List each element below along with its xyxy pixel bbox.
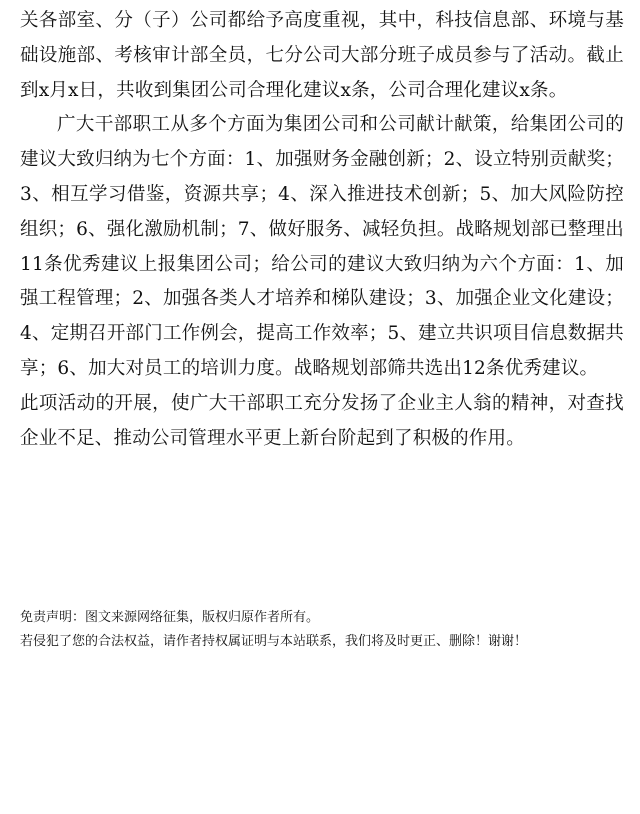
- disclaimer: [20, 606, 624, 654]
- disclaimer-line-1: 免责声明：图文来源网络征集，版权归原作者所有。: [20, 610, 320, 625]
- paragraph-conclusion: 此项活动的开展，使广大干部职工充分发扬了企业主人翁的精神，对查找企业不足、推动公司管理水平更上新台阶起到了积极的作用。: [20, 392, 624, 449]
- article-body: [20, 4, 624, 456]
- disclaimer-line-2: 若侵犯了您的合法权益，请作者持权属证明与本站联系，我们将及时更正、删除！谢谢！: [20, 634, 528, 649]
- paragraph-suggestions: 广大干部职工从多个方面为集团公司和公司献计献策，给集团公司的建议大致归纳为七个方面：1、加强财务金融创新；2、设立特别贡献奖；3、相互学习借鉴，资源共享；4、深入推进技术创新；5、加大风险防控组织；6、强化激励机制；7、做好服务、减轻负担。战略规划部已整理出11条优秀建议上报集团公司；给公司的建议大致归纳为六个方面：1、加强工程管理；2、加强各类人才培养和梯队建设；3、加强企业文化建设；4、定期召开部门工作例会，提高工作效率；5、建立共识项目信息数据共享；6、加大对员工的培训力度。战略规划部筛共选出12条优秀建议。: [20, 114, 624, 379]
- paragraph-continuation: 关各部室、分（子）公司都给予高度重视，其中，科技信息部、环境与基础设施部、考核审计部全员，七分公司大部分班子成员参与了活动。截止到x月x日，共收到集团公司合理化建议x条，公司合理化建议x条。: [20, 10, 624, 101]
